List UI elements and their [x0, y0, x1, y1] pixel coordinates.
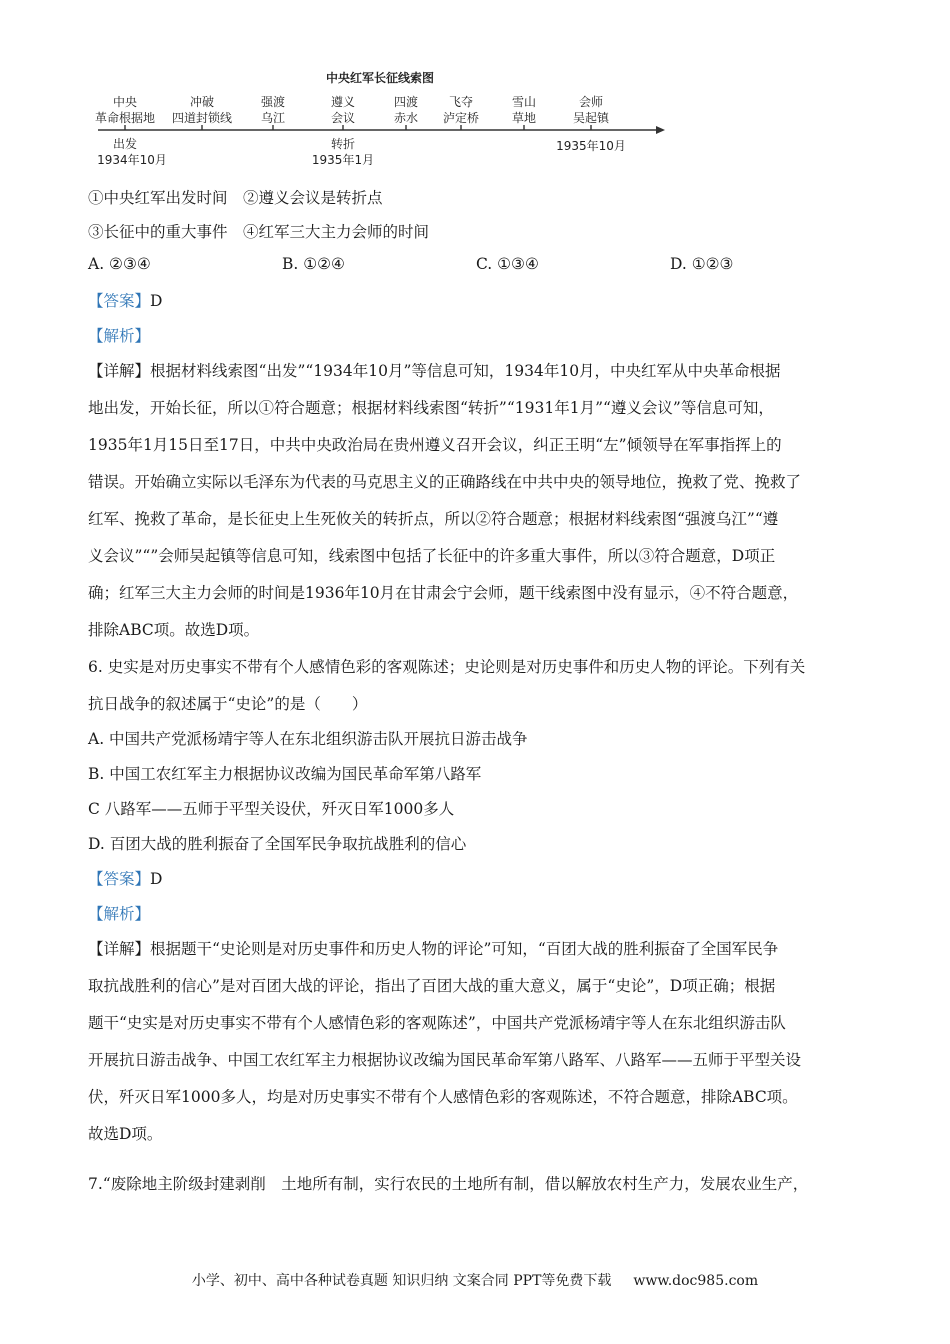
q6-option-d: D. 百团大战的胜利振奋了全国军民争取抗战胜利的信心: [88, 835, 467, 853]
q6-option-c: C 八路军——五师于平型关设伏，歼灭日军1000多人: [88, 800, 455, 818]
timeline-node-top: 遵义: [330, 95, 356, 109]
q5-detail-line: 确；红军三大主力会师的时间是1936年10月在甘肃会宁会师，题干线索图中没有显示，④不符合题意，: [88, 584, 799, 602]
detail-text: 根据材料线索图“出发”“1934年10月”等信息可知，1934年10月，中央红军从中央革命根据: [150, 362, 781, 380]
q6-stem-line: 6. 史实是对历史事实不带有个人感情色彩的客观陈述；史论则是对历史事件和历史人物的评论。下列有关: [88, 658, 806, 676]
timeline-node-top: 强渡: [260, 95, 286, 109]
timeline-node-top: 冲破: [189, 95, 215, 109]
detail-text: 根据题干“史论则是对历史事件和历史人物的评论”可知，“百团大战的胜利振奋了全国军民争: [150, 940, 779, 958]
footer-text: 小学、初中、高中各种试卷真题 知识归纳 文案合同 PPT等免费下载: [191, 1273, 612, 1289]
q5-detail-line: 地出发，开始长征，所以①符合题意；根据材料线索图“转折”“1931年1月”“遵义会议”等信息可知，: [88, 399, 774, 417]
q5-detail-line: 1935年1月15日至17日，中共中央政治局在贵州遵义召开会议，纠正王明“左”倾领导在军事指挥上的: [88, 436, 782, 454]
timeline-node-bottom: 泸定桥: [442, 111, 480, 125]
footer-url[interactable]: www.doc985.com: [633, 1273, 759, 1289]
q6-option-b: B. 中国工农红军主力根据协议改编为国民革命军第八路军: [88, 765, 482, 783]
timeline-node-top: 四渡: [393, 95, 419, 109]
timeline-title: 中央红军长征线索图: [325, 71, 435, 85]
long-march-timeline: [80, 70, 680, 175]
q5-detail-line: [88, 359, 781, 381]
q7-stem-line: 7.“废除地主阶级封建剥削 土地所有制，实行农民的土地所有制，借以解放农村生产力，发展农业生产，: [88, 1175, 809, 1193]
q5-analysis: [88, 324, 150, 346]
timeline-node-bottom: 革命根据地: [94, 111, 156, 125]
timeline-node-bottom: 草地: [511, 111, 537, 125]
q5-answer: [88, 289, 162, 311]
q5-detail-line: 排除ABC项。故选D项。: [88, 621, 260, 639]
analysis-label: 【解析】: [88, 905, 151, 923]
q6-option-a: A. 中国共产党派杨靖宇等人在东北组织游击队开展抗日游击战争: [88, 730, 528, 748]
timeline-arrow-icon: [656, 126, 665, 134]
timeline-node-bottom: 乌江: [260, 111, 286, 125]
q6-answer: [88, 867, 162, 889]
timeline-below-label: 转折: [330, 137, 356, 151]
answer-label: 【答案】: [88, 870, 151, 888]
timeline-node-top: 会师: [578, 95, 604, 109]
q5-option-a: A. ②③④: [88, 255, 151, 273]
detail-label: 【详解】: [88, 362, 151, 380]
timeline-node-top: 雪山: [511, 95, 537, 109]
answer-value: D: [150, 870, 163, 888]
q6-analysis: [88, 902, 150, 924]
timeline-node-top: 飞夺: [448, 95, 474, 109]
q6-detail-line: 开展抗日游击战争、中国工农红军主力根据协议改编为国民革命军第八路军、八路军——五师于平型关设: [88, 1051, 802, 1069]
timeline-below-date: 1934年10月: [97, 153, 167, 167]
q6-detail-line: 伏，歼灭日军1000多人，均是对历史事实不带有个人感情色彩的客观陈述，不符合题意，排除ABC项。: [88, 1088, 798, 1106]
timeline-axis: [98, 125, 656, 130]
timeline-node-top: 中央: [112, 95, 138, 109]
page-footer: [0, 1270, 950, 1290]
timeline-node-bottom: 吴起镇: [572, 111, 610, 125]
q5-items-line-1: ①中央红军出发时间 ②遵义会议是转折点: [88, 189, 383, 207]
timeline-below-date: 1935年1月: [311, 153, 375, 167]
timeline-node-bottom: 会议: [330, 111, 356, 125]
answer-label: 【答案】: [88, 292, 151, 310]
analysis-label: 【解析】: [88, 327, 151, 345]
timeline-node-bottom: 四道封锁线: [171, 111, 233, 125]
q6-detail-line: 取抗战胜利的信心”是对百团大战的评论，指出了百团大战的重大意义，属于“史论”，D项正确；根据: [88, 977, 776, 995]
q6-detail-line: [88, 937, 778, 959]
answer-value: D: [150, 292, 163, 310]
timeline-below-date: 1935年10月: [556, 139, 626, 153]
q6-detail-line: 故选D项。: [88, 1125, 163, 1143]
q5-items-line-2: ③长征中的重大事件 ④红军三大主力会师的时间: [88, 223, 430, 241]
q5-detail-line: 红军、挽救了革命，是长征史上生死攸关的转折点，所以②符合题意；根据材料线索图“强渡乌江”“遵: [88, 510, 779, 528]
q5-detail-line: 义会议”“”会师吴起镇等信息可知，线索图中包括了长征中的许多重大事件，所以③符合题意，D项正: [88, 547, 776, 565]
q5-option-d: D. ①②③: [670, 255, 734, 273]
q5-option-c: C. ①③④: [476, 255, 539, 273]
q6-detail-line: 题干“史实是对历史事实不带有个人感情色彩的客观陈述”，中国共产党派杨靖宇等人在东北组织游击队: [88, 1014, 786, 1032]
timeline-node-bottom: 赤水: [393, 111, 419, 125]
q6-stem-line: 抗日战争的叙述属于“史论”的是（ ）: [88, 695, 368, 713]
timeline-below-label: 出发: [112, 137, 138, 151]
q5-option-b: B. ①②④: [282, 255, 345, 273]
detail-label: 【详解】: [88, 940, 151, 958]
q5-detail-line: 错误。开始确立实际以毛泽东为代表的马克思主义的正确路线在中共中央的领导地位，挽救了党、挽救了: [88, 473, 802, 491]
